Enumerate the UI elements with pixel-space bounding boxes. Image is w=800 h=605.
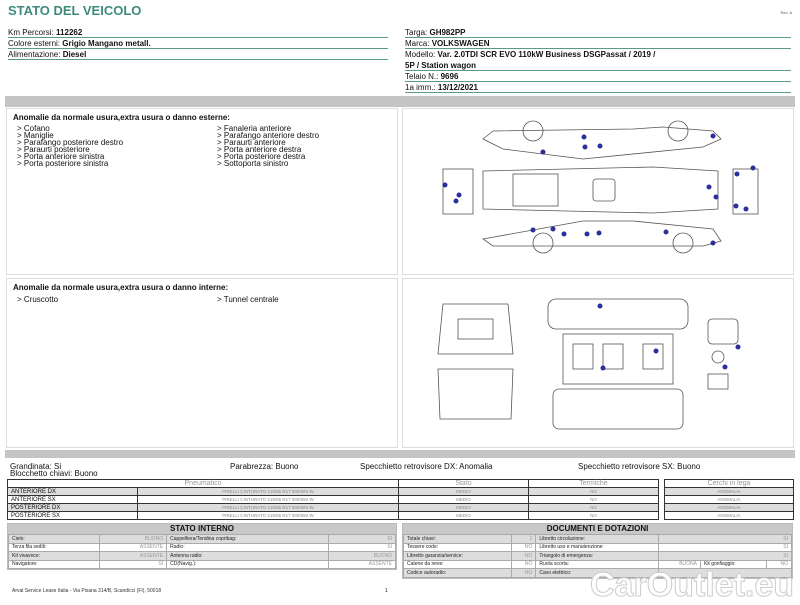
separator-bar-2	[5, 450, 795, 458]
anomaly-item: > Sottoporta sinistro	[217, 159, 289, 168]
field-label: Totale chiavi:	[404, 535, 512, 544]
grandinata: Grandinata: Si	[10, 462, 62, 471]
field-label: Libretto uso e manutenzione:	[536, 543, 658, 552]
field-label: Antenna radio:	[167, 552, 329, 561]
telaio-row	[405, 71, 791, 82]
tyre-stato: MEDIO	[399, 512, 529, 520]
anomaly-item: > Porta anteriore destra	[217, 145, 302, 154]
table-row	[9, 543, 396, 552]
field-value: SI	[658, 535, 791, 544]
targa-label: Targa:	[405, 28, 428, 37]
internal-heading: Anomalie da normale usura,extra usura o danno interne:	[13, 283, 229, 292]
stato-interno-title: STATO INTERNO	[8, 524, 396, 534]
field-value: NO	[511, 543, 536, 552]
tyre-model: PIRELLI CINTURATO 215/55 R17 000/094 W	[138, 488, 399, 496]
field-label: Terza fila sedili:	[9, 543, 100, 552]
car-exterior-diagram	[403, 109, 793, 274]
col-pneumatico: Pneumatico	[8, 480, 399, 488]
tyre-termiche: NO	[529, 496, 659, 504]
field-label: Cavo elettrico:	[536, 569, 658, 578]
anomaly-item: > Parafango posteriore destro	[17, 138, 124, 147]
field-value: 2	[511, 535, 536, 544]
field-value: SI	[100, 560, 167, 569]
field-value: NO	[511, 560, 536, 569]
separator-bar	[5, 96, 795, 107]
imm-label: 1a imm.:	[405, 83, 436, 92]
table-row	[9, 535, 396, 544]
specchietto-sx: Specchietto retrovisore SX: Buono	[578, 462, 701, 471]
table-row	[9, 552, 396, 561]
anomaly-item: > Cofano	[17, 124, 50, 133]
table-row	[404, 543, 792, 552]
external-anomalies-box	[6, 108, 398, 275]
anomaly-item: > Tunnel centrale	[217, 295, 279, 304]
tyre-model: PIRELLI CINTURATO 215/55 R17 000/094 W	[138, 504, 399, 512]
anomaly-item: > Parafango anteriore destro	[217, 131, 320, 140]
damage-dots	[598, 304, 741, 371]
modello-row	[405, 49, 791, 60]
field-value: SI	[658, 543, 791, 552]
field-label: Libretto garanzia/service:	[404, 552, 512, 561]
anomaly-item: > Maniglie	[17, 131, 54, 140]
page-title: STATO DEL VEICOLO	[8, 3, 142, 18]
field-value: SI	[328, 543, 395, 552]
table-row	[665, 488, 794, 496]
internal-anomalies-box	[6, 278, 398, 448]
tyre-model: PIRELLI CINTURATO 215/55 R17 000/094 W	[138, 496, 399, 504]
anomaly-item: > Porta posteriore sinistra	[17, 159, 109, 168]
anomaly-item: > Fanaleria anteriore	[217, 124, 292, 133]
external-anomalies-list	[17, 125, 397, 167]
col-stato: Stato	[399, 480, 529, 488]
rim-status: ANOMALIA	[665, 496, 794, 504]
modello-value-2: 5P / Station wagon	[405, 61, 476, 70]
telaio-label: Telaio N.:	[405, 72, 439, 81]
stato-interno-table	[7, 523, 397, 570]
table-row	[665, 496, 794, 504]
km-row	[8, 27, 388, 38]
tyre-position: POSTERIORE DX	[8, 504, 138, 512]
tyre-stato: MEDIO	[399, 504, 529, 512]
colore-row	[8, 38, 388, 49]
field-label: Navigatore:	[9, 560, 100, 569]
field-label: Libretto circolazione:	[536, 535, 658, 544]
table-row	[8, 488, 659, 496]
marca-value: VOLKSWAGEN	[431, 39, 490, 48]
field-value: SI	[328, 535, 395, 544]
revision: Rev. A	[780, 10, 792, 15]
modello-row-2	[405, 60, 791, 71]
rim-status: ANOMALIA	[665, 488, 794, 496]
alim-row	[8, 49, 388, 60]
field-value: BUONO	[100, 535, 167, 544]
alim-label: Alimentazione:	[8, 50, 61, 59]
field-label: Radio:	[167, 543, 329, 552]
targa-row	[405, 27, 791, 38]
car-interior-diagram	[403, 279, 793, 447]
imm-value: 13/12/2021	[437, 83, 478, 92]
external-diagram-box	[402, 108, 794, 275]
km-label: Km Percorsi:	[8, 28, 54, 37]
page-number: 1	[385, 588, 388, 594]
rim-status: ANOMALIA	[665, 504, 794, 512]
tyre-termiche: NO	[529, 488, 659, 496]
kit-label: Kit gonfiaggio:	[700, 560, 766, 569]
table-row	[665, 512, 794, 520]
field-label: Kit vivavoce:	[9, 552, 100, 561]
imm-row	[405, 82, 791, 93]
field-value: NO	[511, 569, 536, 578]
internal-diagram-box	[402, 278, 794, 448]
field-value: SI	[658, 552, 791, 561]
kit-value: NO	[767, 560, 792, 569]
tyre-model: PIRELLI CINTURATO 215/55 R17 000/094 W	[138, 512, 399, 520]
modello-value: Var. 2.0TDI SCR EVO 110kW Business DSGPassat / 2019 /	[437, 50, 656, 59]
tyre-position: ANTERIORE DX	[8, 488, 138, 496]
anomaly-item: > Porta posteriore destra	[217, 152, 306, 161]
field-label: Tessere code:	[404, 543, 512, 552]
anomaly-item: > Paraurti posteriore	[17, 145, 90, 154]
table-row	[665, 504, 794, 512]
modello-label: Modello:	[405, 50, 436, 59]
col-termiche: Termiche	[529, 480, 659, 488]
col-cerchi: Cerchi in lega	[665, 480, 794, 488]
rim-status: ANOMALIA	[665, 512, 794, 520]
field-label: Ruota scorta:	[536, 560, 658, 569]
targa-value: GH982PP	[429, 28, 466, 37]
field-value: ASSENTE	[328, 560, 395, 569]
internal-anomalies-list	[17, 296, 397, 303]
footer-address: Arval Service Lease Italia - Via Pisana 314/B, Scandicci (FI), 50018	[12, 588, 162, 594]
tyre-stato: MEDIO	[399, 488, 529, 496]
tyre-position: ANTERIORE SX	[8, 496, 138, 504]
blocchetto-chiavi: Blocchetto chiavi: Buono	[10, 469, 98, 478]
colore-label: Colore esterni:	[8, 39, 61, 48]
km-value: 112262	[56, 28, 83, 37]
table-row	[8, 504, 659, 512]
anomaly-item: > Cruscotto	[17, 295, 59, 304]
field-value: NO	[511, 552, 536, 561]
table-row	[8, 512, 659, 520]
colore-value: Grigio Mangano metall.	[62, 39, 151, 48]
tyre-termiche: NO	[529, 504, 659, 512]
alim-value: Diesel	[62, 50, 87, 59]
table-row	[8, 496, 659, 504]
documenti-title: DOCUMENTI E DOTAZIONI	[403, 524, 792, 534]
rims-table	[664, 479, 794, 520]
table-row	[404, 552, 792, 561]
watermark-logo: CarOutlet.eu	[590, 566, 795, 604]
tyre-stato: MEDIO	[399, 496, 529, 504]
field-label: CD(Navig.):	[167, 560, 329, 569]
marca-row	[405, 38, 791, 49]
parabrezza: Parabrezza: Buono	[230, 462, 299, 471]
field-label: Catene da neve:	[404, 560, 512, 569]
field-label: Cappelliera/Tendina copribag:	[167, 535, 329, 544]
telaio-value: 9696	[440, 72, 459, 81]
field-label: Codice autoradio:	[404, 569, 512, 578]
table-row	[404, 535, 792, 544]
marca-label: Marca:	[405, 39, 430, 48]
anomaly-item: > Paraurti anteriore	[217, 138, 286, 147]
field-value: ASSENTE	[100, 552, 167, 561]
field-label: Cielo:	[9, 535, 100, 544]
field-label: Triangolo di emergenza:	[536, 552, 658, 561]
tyre-position: POSTERIORE SX	[8, 512, 138, 520]
specchietto-dx: Specchietto retrovisore DX: Anomalia	[360, 462, 493, 471]
field-value: ASSENTE	[100, 543, 167, 552]
external-heading: Anomalie da normale usura,extra usura o danno esterne:	[13, 113, 230, 122]
field-value: BUONA	[658, 560, 700, 569]
tyres-table	[7, 479, 659, 520]
field-value: BUONO	[328, 552, 395, 561]
tyre-termiche: NO	[529, 512, 659, 520]
table-row	[9, 560, 396, 569]
anomaly-item: > Porta anteriore sinistra	[17, 152, 105, 161]
